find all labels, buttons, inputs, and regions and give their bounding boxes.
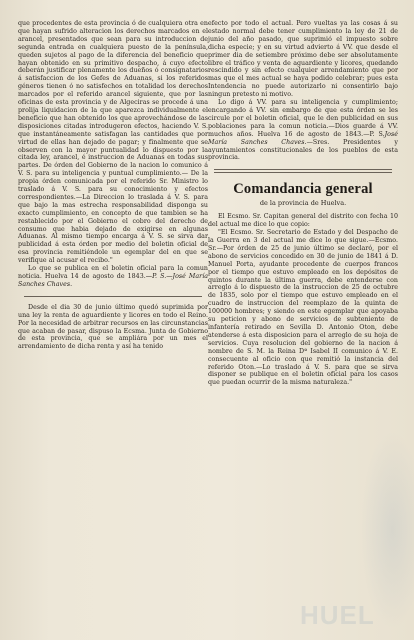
divider <box>24 296 202 297</box>
right-paragraph-3: El Ecsmo. Sr. Capitan general del distrito con fecha 10 del actual me dice lo que copio: <box>208 213 398 229</box>
right-paragraph-1: efecto por todo el actual. Pero vueltas ya las cosas á su estado normal debe tener cumplimiento la ley de 21 de junio del año pasado, que suprimió el impuesto sobre dicha especie; y en su virtud advierto á VV. que desde el primer dia de setiembre próximo debe ser absolutamente libre el tráfico y venta de aguardiente y licores, quedando rescindido y sin efecto cualquier arrendamiento que por mas que el mes actual se haya podido celebrar; pues esta Intendencia no puede autorizarlo ni consentirlo bajo ningun pretesto ni motivo. <box>208 20 398 99</box>
section-divider <box>214 169 392 173</box>
section-title: Comandancia general <box>233 181 373 198</box>
right-paragraph-2-text: Lo digo á VV. para su inteligencia y cumplimiento; encargando á VV. sin embargo de que esta órden se les circule por el boletin oficial, que le den publicidad en sus poblaciones para la comun noticia.—Dios guarde á VV. muchos años. Huelva 16 de agosto de 1843.—P. S. <box>208 99 398 138</box>
left-paragraph-3: Desde el dia 30 de junio último quedó suprimida por una ley la renta de aguardiente y licores en todo el Reino. Por la necesidad de arbitrar recursos en las circunstancias que acaban de pasar, dispuso la Ecsma. Junta de Gobierno de esta provincia, que se ampliára por un mes el arrendamiento de dicha renta y así ha tenido <box>18 303 208 351</box>
right-paragraph-2 <box>208 99 398 162</box>
publish-notice: Lo que se publica en el boletin oficial para la comun noticia. Huelva 14 de agosto de 1843. <box>18 265 208 280</box>
left-paragraph-1: que procedentes de esta provincia ó de cualquiera otra en que hayan sufrido alteracion los derechos marcados en el arancel, presentados que sean para su introduccion de segunda entrada en cualquiera puesto de la península, queden sujetos al pago de la diferencia del beneficio que hayan obtenido en su primitivo despacho, á cuyo efecto deberán justificar plenamente los dueños ó consignatarios á satisfaccion de los Gefes de Aduanas, si los referidos géneros tienen ó no satisfechos en totalidad los derechos marcados por el referido arancel siguiente, que por las oficinas de esta provincia y de Algeciras se procede á una prolija liquidacion de la que aparezca individualmente el beneficio que han obtenido los que aprovechándose de las disposiciones citadas introdugeron efectos, haciendo V. S. que instantáneamente satisfagan las cantidades que por virtud de ellas han dejado de pagar; y finalmente que se observen con la mayor puntualidad lo dispuesto por la citada ley, arancel, é instruccion de Aduanas en todas sus partes. De órden del Gobierno de la nacion lo comunico á V. S. para su inteligencia y puntual cumplimiento.— De la propia órden comunicada por el referido Sr. Ministro lo traslado á V. S. para su conocimiento y efectos correspondientes.—La Direccion lo traslada á V. S. para que bajo la mas estrecha responsabilidad disponga su exacto cumplimiento, en concepto de que tambien se ha restablecido por el Gobierno el cobro del derecho de consumo que habia dejado de exigirse en algunas Aduanas. Al mismo tiempo encarga á V. S. se sirva dar publicidad á esta órden por medio del boletin oficial de esa provincia remitiéndole un egemplar del en que se verifique al acusar el recibo." <box>18 20 208 265</box>
section-subtitle: de la provincia de Huelva. <box>259 199 347 208</box>
right-column <box>208 20 398 387</box>
left-signature: —P. S.—José María Sanches Chaves. <box>18 273 209 288</box>
watermark-text: HUEL <box>300 600 375 630</box>
right-paragraph-4: "El Ecsmo. Sr. Secretario de Estado y del Despacho de la Guerra en 3 del actual me dice lo que sigue.—Ecsmo. Sr.—Por órden de 25 de junio último se declaró, por el abono de servicios concedido en 30 de junio de 1841 á D. Manuel Porta, ayudante procedente de cuerpos francos por el tiempo que estuvo empleado en los depósitos de quintos durante la última guerra, debe entenderse con arreglo á lo dispuesto de la instruccion de 25 de octubre de 1835, solo por el tiempo que estuvo empleado en el cuadro de instruccion del reemplazo de la quinta de 100000 hombres; y siendo en este egemplar que apoyaba su peticion y abono de servicios de subteniente de infantería retirado en Sevilla D. Antonio Oton, debe atenderse á esta disposicion para el arreglo de su hoja de servicios. Cuya resolucion del gobierno de la nacion á nombre de S. M. la Reina Dª Isabel II comunico á V. E. consecuente al oficio con que remitió la instancia del referido Oton.—Lo traslado á V. S. para que se sirva disponer se publique en el boletin oficial para los casos que puedan ocurrir de la misma naturaleza." <box>208 229 398 387</box>
left-column <box>18 20 208 351</box>
right-signature: José María Sanches Chaves. <box>208 130 398 146</box>
right-paragraph-2-tail: —Sres. Presidentes y ayuntamientos constitucionales de los pueblos de esta provincia. <box>208 138 398 162</box>
left-paragraph-2 <box>18 265 208 289</box>
